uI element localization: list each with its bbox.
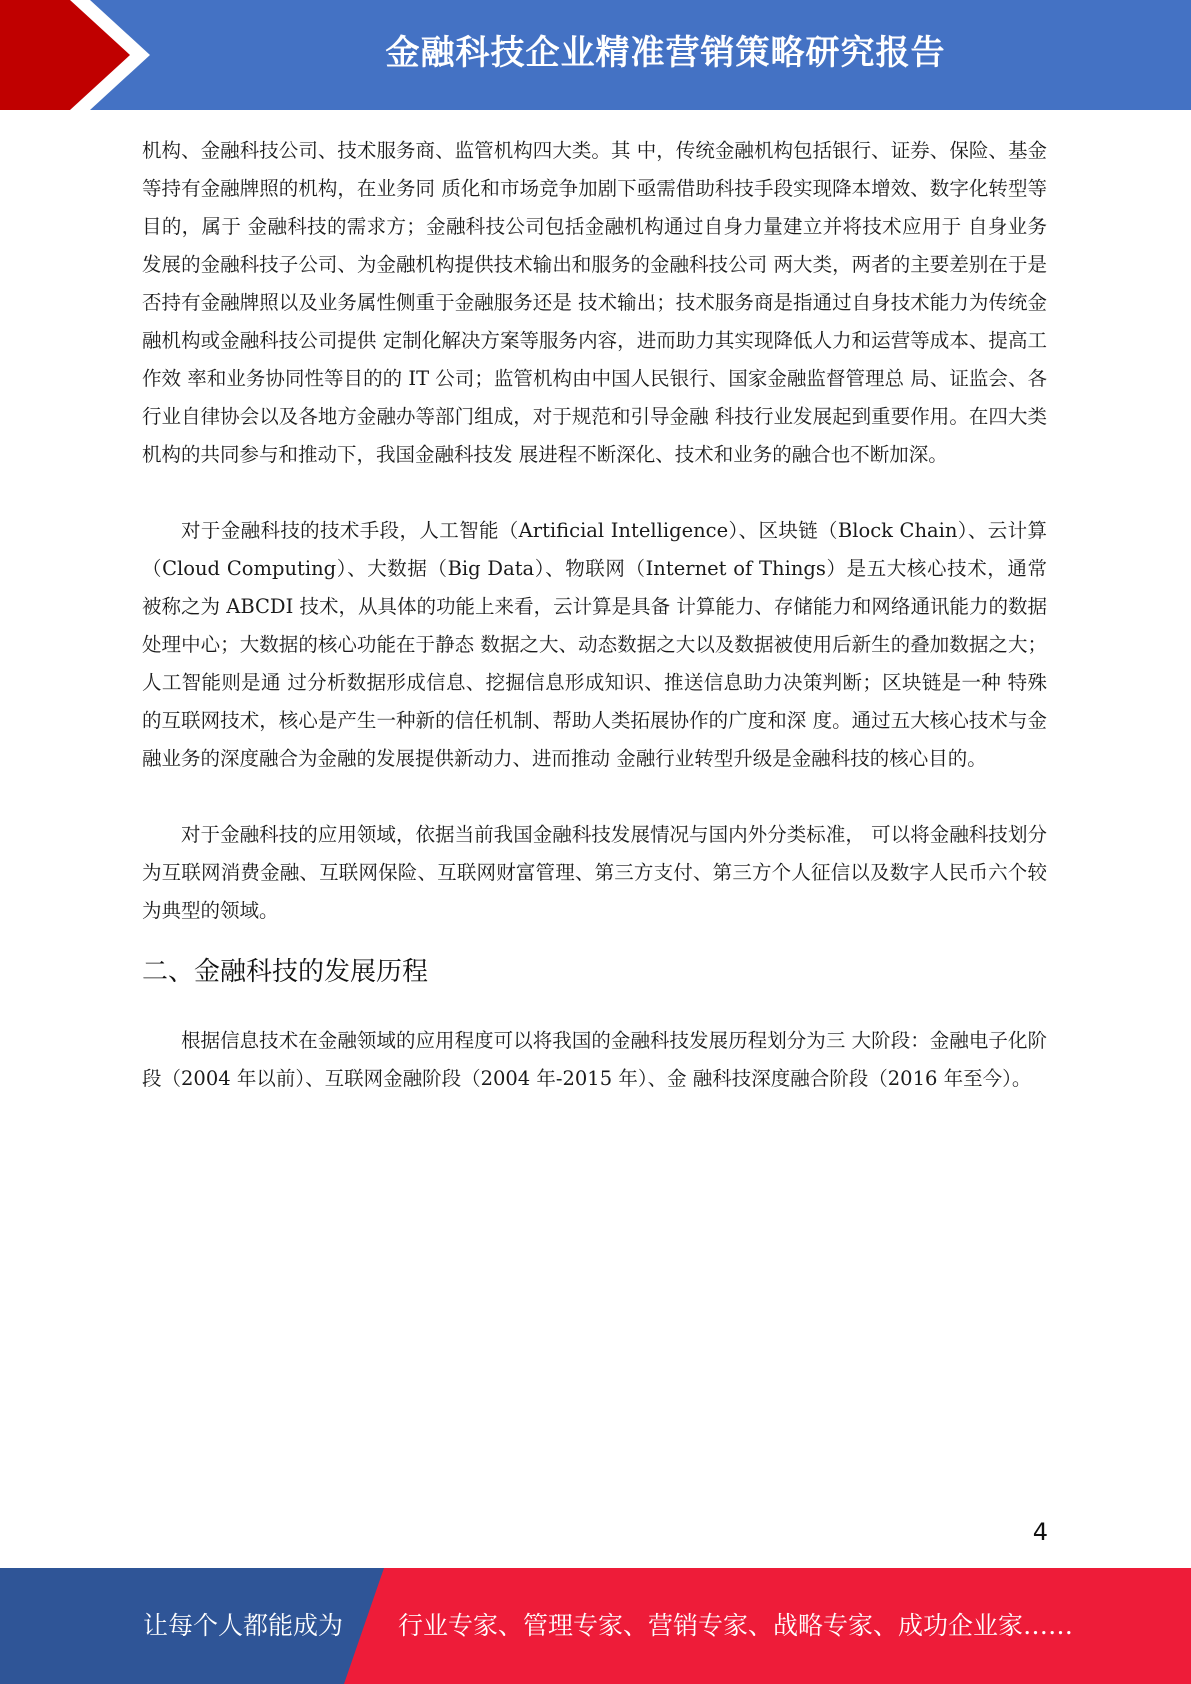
page-body [142, 132, 1047, 1098]
page-number: 4 [1032, 1518, 1048, 1546]
section-heading: 二、金融科技的发展历程 [142, 957, 429, 987]
paragraph-spacer [142, 474, 1047, 512]
footer-slogan-right: 行业专家、管理专家、营销专家、战略专家、成功企业家…… [398, 1611, 1074, 1640]
footer-slogan-left: 让每个人都能成为 [143, 1611, 344, 1640]
section-paragraph: 根据信息技术在金融领域的应用程度可以将我国的金融科技发展历程划分为三 大阶段：金融电子化阶段（2004 年以前）、互联网金融阶段（2004 年-2015 年）、金 融科技深度融合阶段（2016 年至今）。 [142, 1029, 1047, 1090]
body-paragraph-1: 机构、金融科技公司、技术服务商、监管机构四大类。其 中，传统金融机构包括银行、证券、保险、基金等持有金融牌照的机构，在业务同 质化和市场竞争加剧下亟需借助科技手段实现降本增效、数字化转型等目的，属于 金融科技的需求方；金融科技公司包括金融机构通过自身力量建立并将技术应用于 自身业务发展的金融科技子公司、为金融机构提供技术输出和服务的金融科技公司 两大类，两者的主要差别在于是否持有金融牌照以及业务属性侧重于金融服务还是 技术输出；技术服务商是指通过自身技术能力为传统金融机构或金融科技公司提供 定制化解决方案等服务内容，进而助力其实现降低人力和运营等成本、提高工作效 率和业务协同性等目的的 IT 公司；监管机构由中国人民银行、国家金融监督管理总 局、证监会、各行业自律协会以及各地方金融办等部门组成，对于规范和引导金融 科技行业发展起到重要作用。在四大类机构的共同参与和推动下，我国金融科技发 展进程不断深化、技术和业务的融合也不断加深。 [142, 139, 1047, 466]
page-footer [0, 1568, 1191, 1684]
body-paragraph-2: 对于金融科技的技术手段，人工智能（Artificial Intelligence）、区块链（Block Chain）、云计算（Cloud Computing）、大数据（Big Data）、物联网（Internet of Things）是五大核心技术，通常被称之为 ABCDI 技术，从具体的功能上来看，云计算是具备 计算能力、存储能力和网络通讯能力的数据处理中心；大数据的核心功能在于静态 数据之大、动态数据之大以及数据被使用后新生的叠加数据之大；人工智能则是通 过分析数据形成信息、挖掘信息形成知识、推送信息助力决策判断；区块链是一种 特殊的互联网技术，核心是产生一种新的信任机制、帮助人类拓展协作的广度和深 度。通过五大核心技术与金融业务的深度融合为金融的发展提供新动力、进而推动 金融行业转型升级是金融科技的核心目的。 [142, 519, 1047, 770]
body-paragraph-3: 对于金融科技的应用领域，依据当前我国金融科技发展情况与国内外分类标准， 可以将金融科技划分为互联网消费金融、互联网保险、互联网财富管理、第三方支付、第三方个人征信以及数字人民币六个较为典型的领域。 [142, 823, 1047, 922]
page-header [0, 0, 1191, 110]
document-title: 金融科技企业精准营销策略研究报告 [385, 33, 946, 73]
paragraph-spacer [142, 778, 1047, 816]
